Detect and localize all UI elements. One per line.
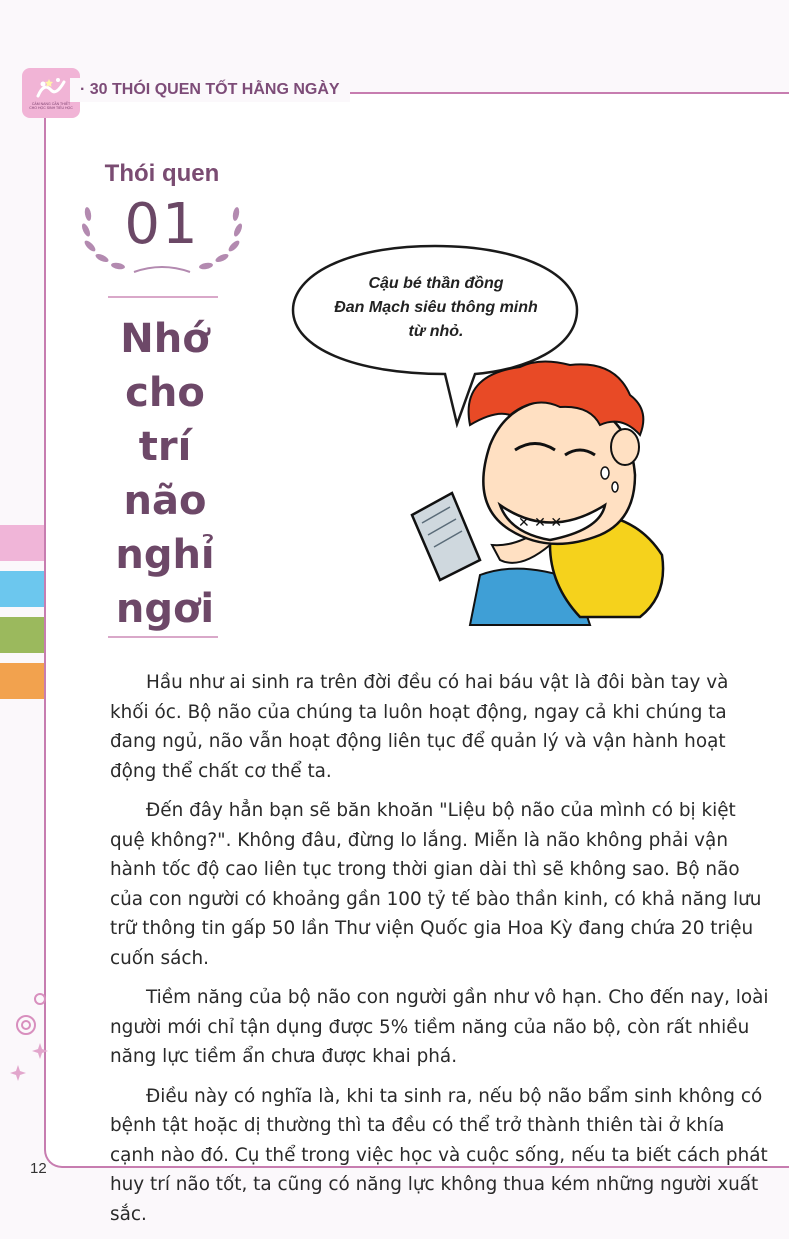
decorative-circles-icon <box>10 985 50 1105</box>
title-divider-bottom <box>108 636 218 638</box>
habit-title-line: Nhớ <box>120 316 210 362</box>
logo-caption-2: CHO HỌC SINH TIỂU HỌC <box>29 106 73 110</box>
series-title: 30 THÓI QUEN TỐT HẰNG NGÀY <box>89 81 340 98</box>
color-tab-green <box>0 617 44 653</box>
habit-title-line: cho <box>125 370 205 416</box>
article-body <box>110 668 770 1239</box>
habit-title-line: trí <box>138 424 192 470</box>
bubble-line: từ nhỏ. <box>408 323 464 340</box>
logo-caption-1: CẨM NANG CẦN THIẾT <box>31 102 71 106</box>
page-number: 12 <box>30 1160 47 1177</box>
color-tab-pink <box>0 525 44 561</box>
sparkle-logo-icon <box>34 76 68 102</box>
habit-label: Thói quen <box>104 160 220 187</box>
color-tab-orange <box>0 663 44 699</box>
boy-reading-illustration <box>400 355 675 630</box>
side-color-tabs <box>0 525 44 709</box>
habit-title <box>80 312 250 636</box>
habit-title-line: não <box>123 478 207 524</box>
color-tab-blue <box>0 571 44 607</box>
paragraph: Điều này có nghĩa là, khi ta sinh ra, nếu bộ não bẩm sinh không có bệnh tật hoặc dị thường thì ta đều có thể trở thành thiên tài ở khía cạnh nào đó. Cụ thể trong việc học và cuộc sống, nếu ta biết cách phát huy trí não tốt, ta cũng có năng lực không thua kém những người xuất sắc. <box>110 1085 768 1225</box>
title-divider-top <box>108 296 218 298</box>
bubble-line: Cậu bé thần đồng <box>368 275 504 292</box>
habit-number: 01 <box>124 192 200 257</box>
series-header <box>70 78 350 102</box>
bubble-line: Đan Mạch siêu thông minh <box>334 299 538 316</box>
habit-title-line: ngơi <box>115 586 215 632</box>
svg-text:✕ ✕ ✕: ✕ ✕ ✕ <box>518 515 563 531</box>
speech-bubble-text <box>318 272 554 344</box>
bullet-dot-icon: · <box>80 81 90 98</box>
habit-title-line: nghỉ <box>115 532 215 578</box>
paragraph: Tiềm năng của bộ não con người gần như vô hạn. Cho đến nay, loài người mới chỉ tận dụng được 5% tiềm năng của não bộ, còn rất nhiều năng lực tiềm ẩn chưa được khai phá. <box>110 987 769 1067</box>
paragraph: Đến đây hẳn bạn sẽ băn khoăn "Liệu bộ não của mình có bị kiệt quệ không?". Không đâu, đừng lo lắng. Miễn là não không phải vận hành tốc độ cao liên tục trong thời gian dài thì sẽ không sao. Bộ não của con người có khoảng gần 100 tỷ tế bào thần kinh, có khả năng lưu trữ thông tin gấp 50 lần Thư viện Quốc gia Hoa Kỳ đang chứa 20 triệu cuốn sách. <box>110 800 762 969</box>
paragraph: Hầu như ai sinh ra trên đời đều có hai báu vật là đôi bàn tay và khối óc. Bộ não của chúng ta luôn hoạt động, ngay cả khi chúng ta đang ngủ, não vẫn hoạt động liên tục để quản lý và vận hành hoạt động thể chất cơ thể ta. <box>110 672 729 782</box>
